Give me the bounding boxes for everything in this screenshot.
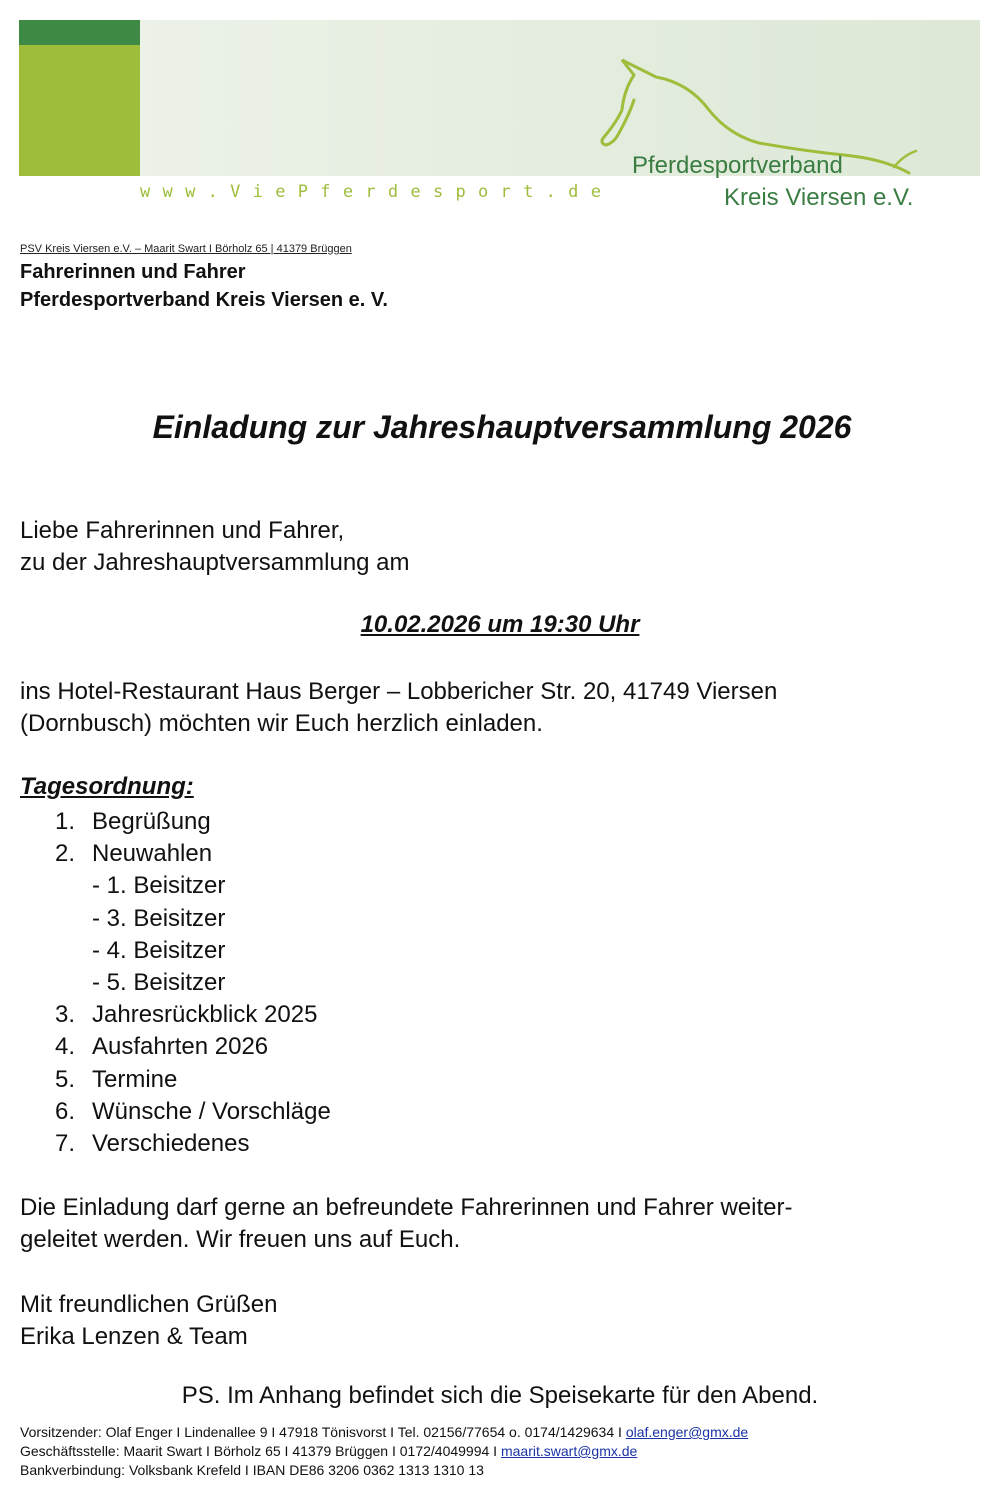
agenda-item-number: 2. [55, 840, 76, 868]
agenda-item-text: Begrüßung [92, 808, 211, 835]
office-email-link[interactable]: maarit.swart@gmx.de [500, 1443, 638, 1459]
agenda-item-text: - 4. Beisitzer [92, 936, 226, 964]
agenda-item-text: Jahresrückblick 2025 [92, 1001, 318, 1029]
closing-line1: Mit freundlichen Grüßen [20, 1291, 278, 1318]
footer-chair-info: Vorsitzender: Olaf Enger I Lindenallee 9 I 47918 Tönisvorst I Tel. 02156/77654 o. 0174/1429634 I [20, 1424, 626, 1440]
org-name-line1: Pferdesportverband [632, 152, 843, 179]
website-url: www.ViePferdesport.de [140, 182, 614, 202]
agenda-item-number: 4. [55, 1033, 76, 1061]
forward-note-line2: geleitet werden. Wir freuen uns auf Euch. [20, 1226, 461, 1253]
signature-name: Erika Lenzen & Team [20, 1323, 248, 1350]
footer-line1 [20, 1423, 748, 1442]
agenda-item-text: Termine [92, 1065, 178, 1093]
forward-note-line1: Die Einladung darf gerne an befreundete Fahrerinnen und Fahrer weiter- [20, 1194, 793, 1221]
agenda-item-text: - 1. Beisitzer [92, 872, 226, 900]
event-date: 10.02.2026 um 19:30 Uhr [360, 611, 640, 638]
agenda-item-text: Ausfahrten 2026 [92, 1033, 269, 1061]
footer [20, 1423, 748, 1480]
greeting-line2: zu der Jahreshauptversammlung am [20, 549, 410, 576]
forward-note [20, 1192, 792, 1256]
greeting [20, 515, 410, 579]
footer-office-info: Geschäftsstelle: Maarit Swart I Börholz 65 I 41379 Brüggen I 0172/4049994 I [20, 1443, 501, 1459]
location-paragraph [20, 676, 777, 740]
agenda-item-number: 6. [55, 1097, 76, 1125]
letterhead-banner [19, 20, 980, 238]
agenda-item-number: 1. [55, 808, 76, 835]
footer-line3: Bankverbindung: Volksbank Krefeld I IBAN DE86 3206 0362 1313 1310 13 [20, 1462, 484, 1478]
agenda-item-text: Wünsche / Vorschläge [92, 1097, 331, 1125]
recipient-line2: Pferdesportverband Kreis Viersen e. V. [20, 289, 388, 311]
org-name-line2: Kreis Viersen e.V. [724, 184, 914, 211]
footer-line2 [20, 1442, 748, 1461]
agenda-item-number: 7. [55, 1129, 76, 1157]
chair-email-link[interactable]: olaf.enger@gmx.de [625, 1424, 749, 1440]
agenda-item-number: 5. [55, 1065, 76, 1093]
sender-line: PSV Kreis Viersen e.V. – Maarit Swart I Börholz 65 | 41379 Brüggen [20, 243, 352, 255]
document-title: Einladung zur Jahreshauptversammlung 2026 [152, 409, 852, 445]
greeting-line1: Liebe Fahrerinnen und Fahrer, [20, 517, 345, 544]
recipient-block [20, 258, 388, 314]
agenda-item-number: 3. [55, 1001, 76, 1029]
closing [20, 1289, 277, 1353]
recipient-line1: Fahrerinnen und Fahrer [20, 261, 246, 283]
agenda-item-text: Neuwahlen [92, 840, 213, 868]
location-line1: ins Hotel-Restaurant Haus Berger – Lobbericher Str. 20, 41749 Viersen [20, 678, 778, 705]
agenda-item-text: - 3. Beisitzer [92, 904, 226, 932]
agenda-heading: Tagesordnung: [20, 773, 194, 800]
postscript: PS. Im Anhang befindet sich die Speisekarte für den Abend. [181, 1382, 819, 1409]
agenda-item-text: - 5. Beisitzer [92, 968, 226, 996]
agenda-item-text: Verschiedenes [92, 1129, 250, 1157]
banner-dark-green-strip [19, 20, 140, 45]
location-line2: (Dornbusch) möchten wir Euch herzlich einladen. [20, 710, 543, 737]
